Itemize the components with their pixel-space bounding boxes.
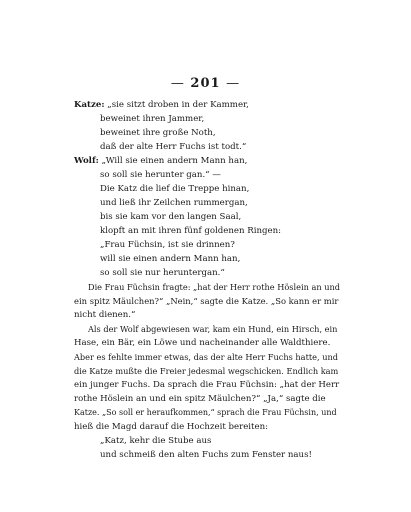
line-text: rothe Höslein an und ein spitz Mäulchen?“ „Ja,“ sagte die (74, 394, 326, 404)
text-line (100, 199, 248, 208)
text-line (88, 283, 340, 291)
text-line (100, 269, 225, 278)
line-text: Aber es fehlte immer etwas, das der alte Herr Fuchs hatte, und (74, 352, 338, 362)
speaker-label: Katze: (74, 100, 105, 110)
line-text: „Will sie einen andern Mann han, (101, 156, 248, 166)
text-line (74, 157, 247, 166)
page-number-dash-left: — (170, 76, 185, 91)
line-text: „Katz, kehr die Stube aus (100, 436, 212, 446)
line-text: so soll sie herunter gan.“ — (100, 170, 221, 180)
text-line (100, 213, 241, 222)
text-line (100, 143, 246, 152)
text-line (100, 171, 221, 180)
line-text: beweinet ihre große Noth, (100, 128, 216, 138)
line-text: Die Frau Füchsin fragte: „hat der Herr rothe Höslein an und (88, 282, 340, 292)
text-line (88, 325, 337, 333)
text-line (74, 353, 338, 361)
page-number: 201 (190, 76, 221, 91)
line-text: ein junger Fuchs. Da sprach die Frau Füchsin: „hat der Herr (74, 380, 340, 390)
line-text: hieß die Magd darauf die Hochzeit bereiten: (74, 422, 268, 432)
text-line (100, 129, 216, 138)
line-text: so soll sie nur heruntergan.“ (100, 268, 225, 278)
line-text: und ließ ihr Zeilchen rummergan, (100, 198, 248, 208)
line-text: nicht dienen.“ (74, 310, 136, 320)
line-text: Die Katz die lief die Treppe hinan, (100, 184, 250, 194)
page-number-header (0, 76, 411, 91)
line-text: klopft an mit ihren fünf goldenen Ringen: (100, 226, 282, 236)
text-line (100, 227, 281, 236)
text-line (100, 241, 235, 250)
text-line (74, 395, 326, 404)
text-line (74, 101, 249, 110)
line-text: Katze. „So soll er heraufkommen,“ sprach die Frau Füchsin, und (74, 408, 337, 417)
text-line (100, 255, 240, 264)
line-text: „Frau Füchsin, ist sie drinnen? (100, 240, 235, 250)
text-line (74, 381, 339, 390)
text-line (74, 311, 135, 320)
text-line (74, 409, 337, 417)
speaker-label: Wolf: (74, 156, 99, 166)
text-line (100, 437, 211, 446)
line-text: daß der alte Herr Fuchs ist todt.“ (100, 142, 247, 152)
text-line (100, 451, 312, 460)
text-line (74, 367, 338, 375)
line-text: und schmeiß den alten Fuchs zum Fenster naus! (100, 450, 312, 460)
text-line (74, 339, 330, 348)
line-text: „sie sitzt droben in der Kammer, (107, 100, 249, 110)
text-line (100, 115, 204, 124)
line-text: Als der Wolf abgewiesen war, kam ein Hund, ein Hirsch, ein (88, 324, 338, 334)
text-line (74, 423, 268, 432)
page-number-dash-right: — (226, 76, 241, 91)
line-text: beweinet ihren Jammer, (100, 114, 205, 124)
text-line (74, 297, 338, 305)
line-text: Hase, ein Bär, ein Löwe und nacheinander alle Waldthiere. (74, 338, 331, 348)
line-text: will sie einen andern Mann han, (100, 254, 241, 264)
line-text: ein spitz Mäulchen?“ „Nein,“ sagte die Katze. „So kann er mir (74, 296, 339, 306)
line-text: bis sie kam vor den langen Saal, (100, 212, 242, 222)
text-line (100, 185, 249, 194)
line-text: die Katze mußte die Freier jedesmal wegschicken. Endlich kam (74, 366, 339, 376)
